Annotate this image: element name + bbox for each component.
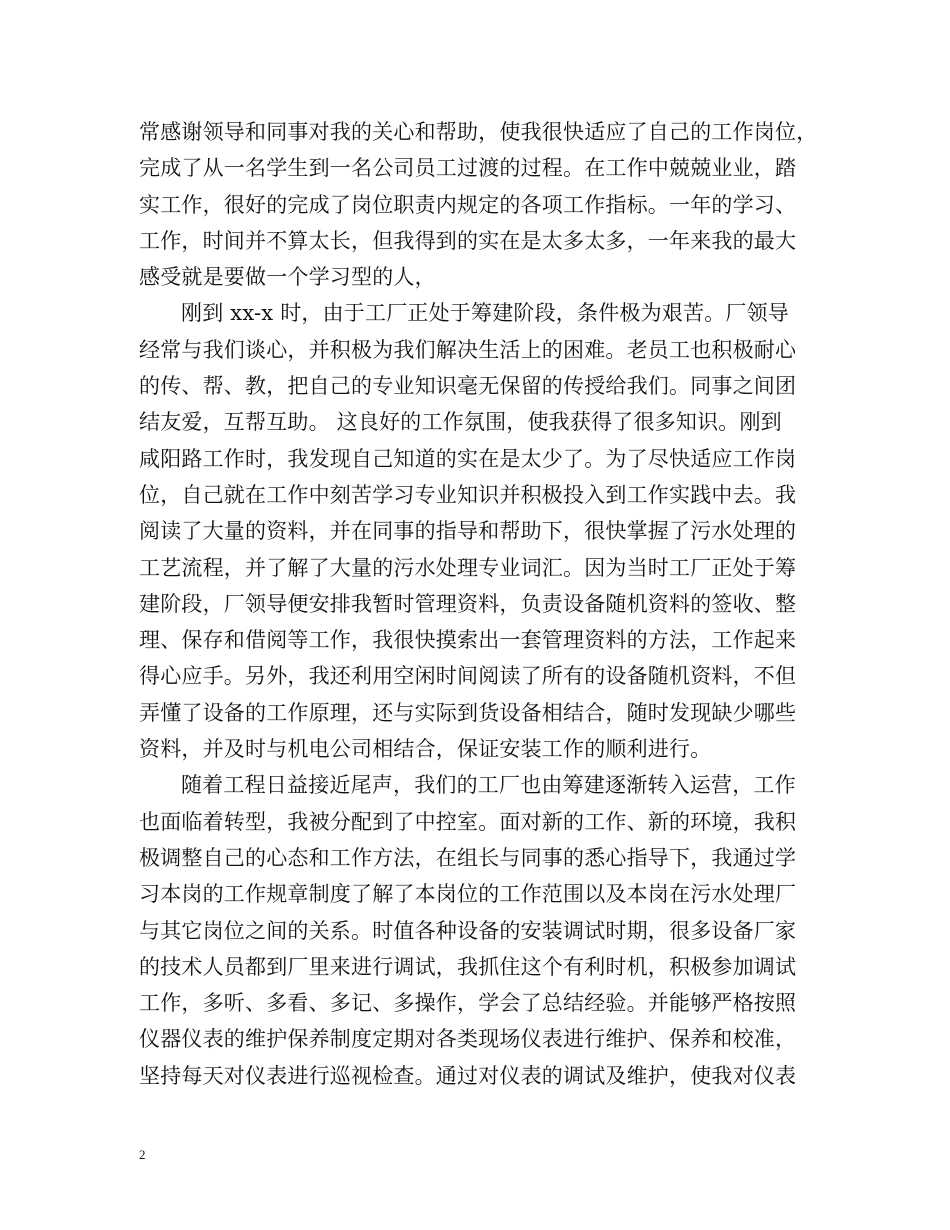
text-line: 资料，并及时与机电公司相结合，保证安装工作的顺利进行。 [139, 737, 712, 762]
text-line: 极调整自己的心态和工作方法，在组长与同事的悉心指导下，我通过学 [139, 845, 797, 870]
text-line: 阅读了大量的资料，并在同事的指导和帮助下，很快掌握了污水处理的 [139, 519, 797, 544]
text-line: 感受就是要做一个学习型的人， [139, 265, 436, 290]
text-line: 坚持每天对仪表进行巡视检查。通过对仪表的调试及维护，使我对仪表 [139, 1063, 797, 1088]
text-line: 也面临着转型，我被分配到了中控室。面对新的工作、新的环境，我积 [139, 809, 797, 834]
text-line: 咸阳路工作时，我发现自己知道的实在是太少了。为了尽快适应工作岗 [139, 446, 797, 471]
text-line: 刚到 xx-x 时，由于工厂正处于筹建阶段，条件极为艰苦。厂领导 [181, 301, 790, 326]
text-line: 的传、帮、教，把自己的专业知识毫无保留的传授给我们。同事之间团 [139, 374, 797, 399]
text-line: 工作，多听、多看、多记、多操作，学会了总结经验。并能够严格按照 [139, 991, 797, 1016]
text-line: 经常与我们谈心，并积极为我们解决生活上的困难。老员工也积极耐心 [139, 337, 797, 362]
text-line: 弄懂了设备的工作原理，还与实际到货设备相结合，随时发现缺少哪些 [139, 700, 797, 725]
text-line: 建阶段，厂领导便安排我暂时管理资料，负责设备随机资料的签收、整 [139, 591, 797, 616]
text-line: 工作，时间并不算太长，但我得到的实在是太多太多，一年来我的最大 [139, 228, 797, 253]
text-line: 位，自己就在工作中刻苦学习专业知识并积极投入到工作实践中去。我 [139, 482, 797, 507]
text-line: 的技术人员都到厂里来进行调试，我抓住这个有利时机，积极参加调试 [139, 954, 797, 979]
text-line: 结友爱，互帮互助。 这良好的工作氛围，使我获得了很多知识。刚到 [139, 410, 782, 435]
text-line: 与其它岗位之间的关系。时值各种设备的安装调试时期，很多设备厂家 [139, 918, 797, 943]
body-text [139, 114, 839, 1094]
text-line: 得心应手。另外，我还利用空闲时间阅读了所有的设备随机资料，不但 [139, 664, 797, 689]
text-line: 习本岗的工作规章制度了解了本岗位的工作范围以及本岗在污水处理厂 [139, 882, 797, 907]
text-line: 仪器仪表的维护保养制度定期对各类现场仪表进行维护、保养和校准， [139, 1027, 797, 1052]
text-line: 实工作，很好的完成了岗位职责内规定的各项工作指标。一年的学习、 [139, 192, 797, 217]
text-line: 完成了从一名学生到一名公司员工过渡的过程。在工作中兢兢业业，踏 [139, 156, 797, 181]
page-number: 2 [139, 1147, 146, 1162]
text-line: 理、保存和借阅等工作，我很快摸索出一套管理资料的方法，工作起来 [139, 628, 797, 653]
text-line: 随着工程日益接近尾声，我们的工厂也由筹建逐渐转入运营，工作 [181, 773, 796, 798]
text-line: 工艺流程，并了解了大量的污水处理专业词汇。因为当时工厂正处于筹 [139, 555, 797, 580]
text-line: 常感谢领导和同事对我的关心和帮助，使我很快适应了自己的工作岗位， [139, 120, 818, 144]
